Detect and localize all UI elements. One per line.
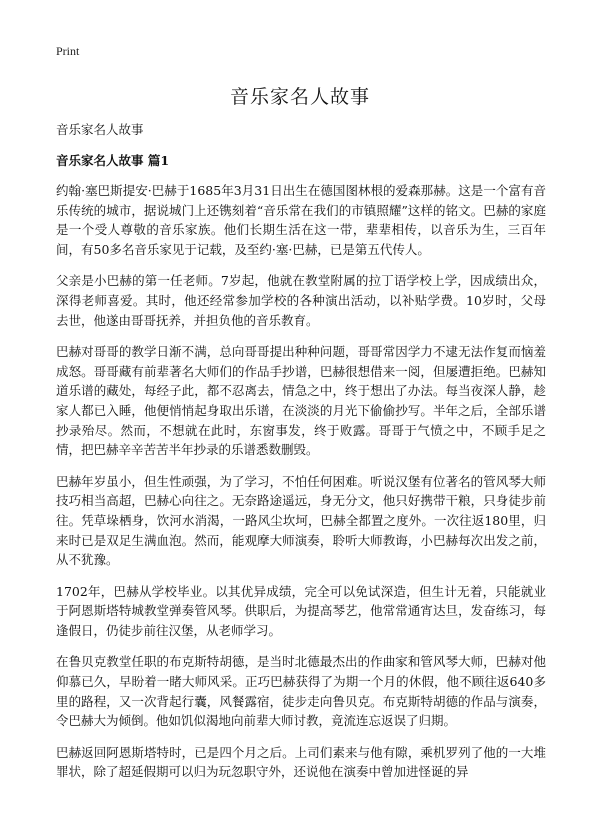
paragraph: 巴赫对哥哥的教学日渐不满，总向哥哥提出种种问题，哥哥常因学力不逮无法作复而恼羞成怒。哥哥藏有前辈著名大师们的作品手抄谱，巴赫很想借来一阅，但屡遭拒绝。巴赫知道乐谱的藏处，每经子此，都不忍离去，情急之中，终于想出了办法。每当夜深人静，趁家人都已入睡，他便悄悄起身取出乐谱，在淡淡的月光下偷偷抄写。半年之后，全部乐谱抄录殆尽。然而，不想就在此时，东窗事发，终于败露。哥哥于气愤之中，不顾手足之情，把巴赫辛辛苦苦半年抄录的乐谱悉数删毁。 (56, 344, 546, 458)
document-body (56, 181, 546, 794)
paragraph: 在鲁贝克教堂任职的布克斯特胡德，是当时北德最杰出的作曲家和管风琴大师，巴赫对他仰慕已久，早盼着一睹大师风采。正巧巴赫获得了为期一个月的休假，他不顾往返640多里的路程，又一次背起行囊，风餐露宿，徒步走向鲁贝克。布克斯特胡德的作品与演奏，令巴赫大为倾倒。他如饥似渴地向前辈大师讨教，竟流连忘返误了归期。 (56, 654, 546, 729)
paragraph: 巴赫年岁虽小，但生性顽强，为了学习，不怕任何困难。听说汉堡有位著名的管风琴大师技巧相当高超，巴赫心向往之。无奈路途遥远，身无分文，他只好携带干粮，只身徒步前往。凭草垛栖身，饮河水消渴，一路风尘坎坷，巴赫全都置之度外。一次往返180里，归来时已是双足生满血泡。然而，能观摩大师演奏，聆听大师教诲，小巴赫每次出发之前，从不犹豫。 (56, 473, 546, 568)
paragraph: 父亲是小巴赫的第一任老师。7岁起，他就在教堂附属的拉丁语学校上学，因成绩出众，深得老师喜爱。其时，他还经常参加学校的各种演出活动，以补贴学费。10岁时，父母去世，他遂由哥哥抚养，并担负他的音乐教育。 (56, 273, 546, 328)
document-subtitle: 音乐家名人故事 (56, 122, 144, 137)
paragraph: 巴赫返回阿恩斯塔特时，已是四个月之后。上司们素来与他有隙，乘机罗列了他的一大堆罪状，除了超延假期可以归为玩忽职守外，还说他在演奏中曾加进怪诞的异 (56, 744, 546, 780)
print-label: Print (56, 44, 80, 58)
paragraph: 约翰·塞巴斯提安·巴赫于1685年3月31日出生在德国图林根的爱森那赫。这是一个富有音乐传统的城市，据说城门上还镌刻着“音乐常在我们的市镇照耀”这样的铭文。巴赫的家庭是一个受人尊敬的音乐家族。他们长期生活在这一带，辈辈相传，以音乐为生，三百年间，有50多名音乐家见于记载，及至约·塞·巴赫，已是第五代传人。 (56, 183, 546, 257)
paragraph: 1702年，巴赫从学校毕业。以其优异成绩，完全可以免试深造，但生计无着，只能就业于阿恩斯塔特城教堂弹奏管风琴。供职后，为提高琴艺，他常常通宵达旦，发奋练习，每逢假日，仍徒步前往汉堡，从老师学习。 (56, 583, 546, 638)
section-heading: 音乐家名人故事 篇1 (56, 153, 170, 168)
document-title: 音乐家名人故事 (229, 86, 370, 108)
